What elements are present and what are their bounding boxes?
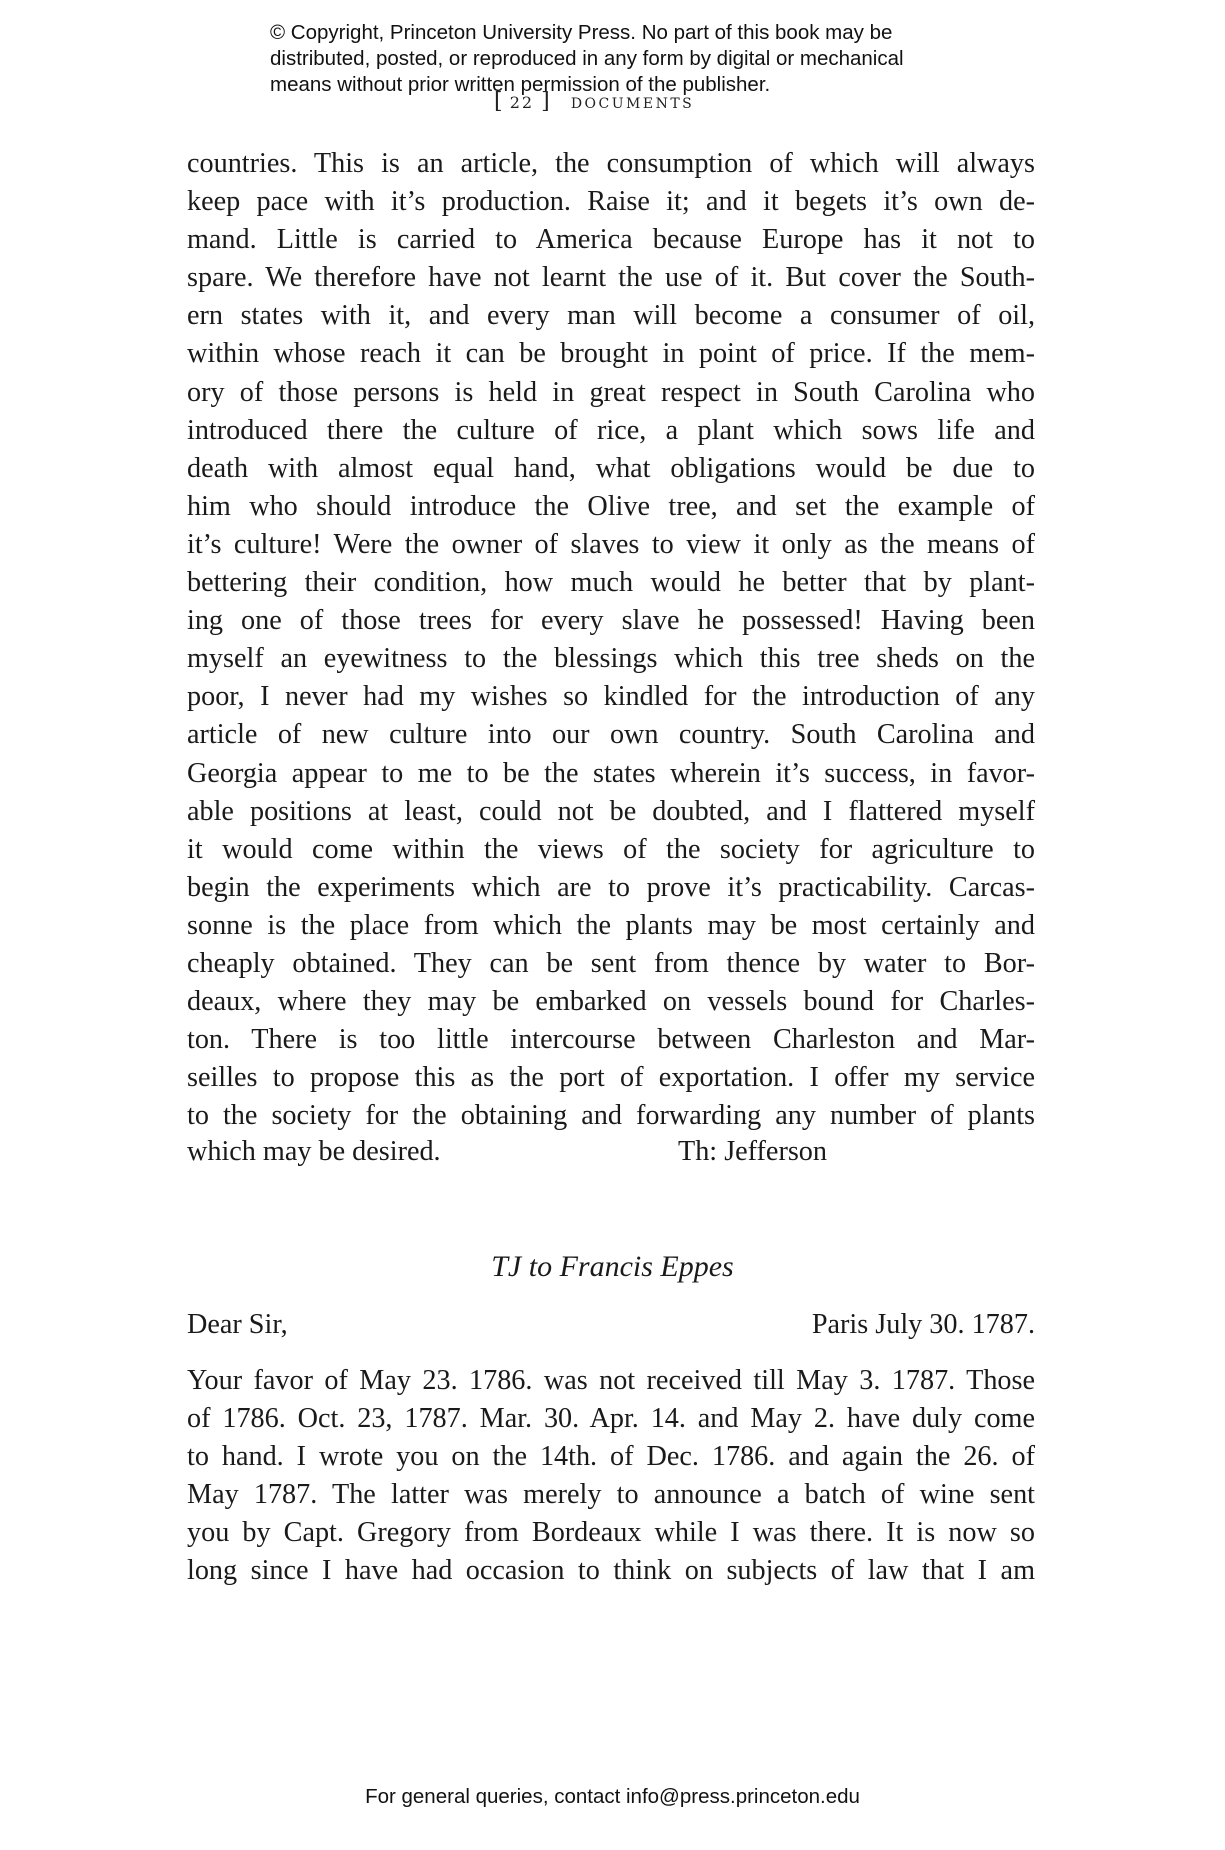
text-line: Georgia appear to me to be the states wherein it’s success, in favor- bbox=[187, 757, 1035, 789]
salutation-row bbox=[187, 1306, 1035, 1344]
text-line: within whose reach it can be brought in point of price. If the mem- bbox=[187, 338, 1035, 370]
text-line: it’s culture! Were the owner of slaves to view it only as the means of bbox=[187, 528, 1035, 560]
text-line: it would come within the views of the society for agriculture to bbox=[187, 833, 1035, 865]
letter-heading: TJ to Francis Eppes bbox=[491, 1250, 734, 1283]
text-line: to hand. I wrote you on the 14th. of Dec. 1786. and again the 26. of bbox=[187, 1441, 1035, 1473]
text-line: ing one of those trees for every slave he possessed! Having been bbox=[187, 605, 1035, 637]
text-line: myself an eyewitness to the blessings which this tree sheds on the bbox=[187, 643, 1035, 675]
body-paragraph-1 bbox=[187, 145, 1035, 1135]
text-line: May 1787. The latter was merely to announce a batch of wine sent bbox=[187, 1479, 1035, 1511]
dateline: Paris July 30. 1787. bbox=[811, 1309, 1035, 1340]
text-line: death with almost equal hand, what obligations would be due to bbox=[187, 452, 1035, 484]
closing-signature-line bbox=[187, 1136, 1035, 1174]
text-line: cheaply obtained. They can be sent from thence by water to Bor- bbox=[187, 947, 1035, 979]
text-line: poor, I never had my wishes so kindled for the introduction of any bbox=[187, 681, 1035, 713]
text-line: long since I have had occasion to think on subjects of law that I am bbox=[187, 1555, 1035, 1587]
running-head: [ 22 ] DOCUMENTS bbox=[494, 89, 695, 114]
copyright-line: © Copyright, Princeton University Press. No part of this book may be bbox=[270, 21, 893, 44]
copyright-line: distributed, posted, or reproduced in any form by digital or mechanical bbox=[270, 47, 904, 70]
text-line: sonne is the place from which the plants may be most certainly and bbox=[187, 909, 1035, 941]
page-number: 22 bbox=[509, 93, 535, 112]
text-line: you by Capt. Gregory from Bordeaux while I was there. It is now so bbox=[187, 1517, 1035, 1549]
text-line: article of new culture into our own country. South Carolina and bbox=[187, 719, 1035, 751]
footer-contact: For general queries, contact info@press.princeton.edu bbox=[365, 1785, 860, 1808]
text-line: to the society for the obtaining and forwarding any number of plants bbox=[187, 1100, 1035, 1132]
text-line: begin the experiments which are to prove it’s practicability. Carcas- bbox=[187, 871, 1035, 903]
text-line: of 1786. Oct. 23, 1787. Mar. 30. Apr. 14. and May 2. have duly come bbox=[187, 1403, 1035, 1435]
text-line: ton. There is too little intercourse between Charleston and Mar- bbox=[187, 1024, 1035, 1056]
signature: Th: Jefferson bbox=[678, 1136, 827, 1167]
text-line: introduced there the culture of rice, a plant which sows life and bbox=[187, 414, 1035, 446]
text-line: ory of those persons is held in great respect in South Carolina who bbox=[187, 376, 1035, 408]
text-line: countries. This is an article, the consumption of which will always bbox=[187, 148, 1035, 179]
copyright-line: means without prior written permission of the publisher. bbox=[270, 73, 771, 96]
body-paragraph-2 bbox=[187, 1362, 1035, 1591]
text-line: him who should introduce the Olive tree, and set the example of bbox=[187, 490, 1035, 522]
text-line: deaux, where they may be embarked on vessels bound for Charles- bbox=[187, 986, 1035, 1018]
text-line: spare. We therefore have not learnt the use of it. But cover the South- bbox=[187, 262, 1035, 294]
copyright-notice bbox=[270, 20, 970, 98]
text-line: able positions at least, could not be doubted, and I flattered myself bbox=[187, 795, 1035, 827]
text-line: keep pace with it’s production. Raise it; and it begets it’s own de- bbox=[187, 186, 1035, 218]
text-line: ern states with it, and every man will become a consumer of oil, bbox=[187, 300, 1035, 332]
salutation: Dear Sir, bbox=[187, 1309, 288, 1340]
text-line: bettering their condition, how much would he better that by plant- bbox=[187, 567, 1035, 599]
section-title: DOCUMENTS bbox=[570, 96, 695, 112]
text-line: seilles to propose this as the port of exportation. I offer my service bbox=[187, 1062, 1035, 1094]
text-line: Your favor of May 23. 1786. was not received till May 3. 1787. Those bbox=[187, 1365, 1035, 1396]
text-line: mand. Little is carried to America because Europe has it not to bbox=[187, 224, 1035, 256]
closing-text: which may be desired. bbox=[187, 1136, 441, 1167]
